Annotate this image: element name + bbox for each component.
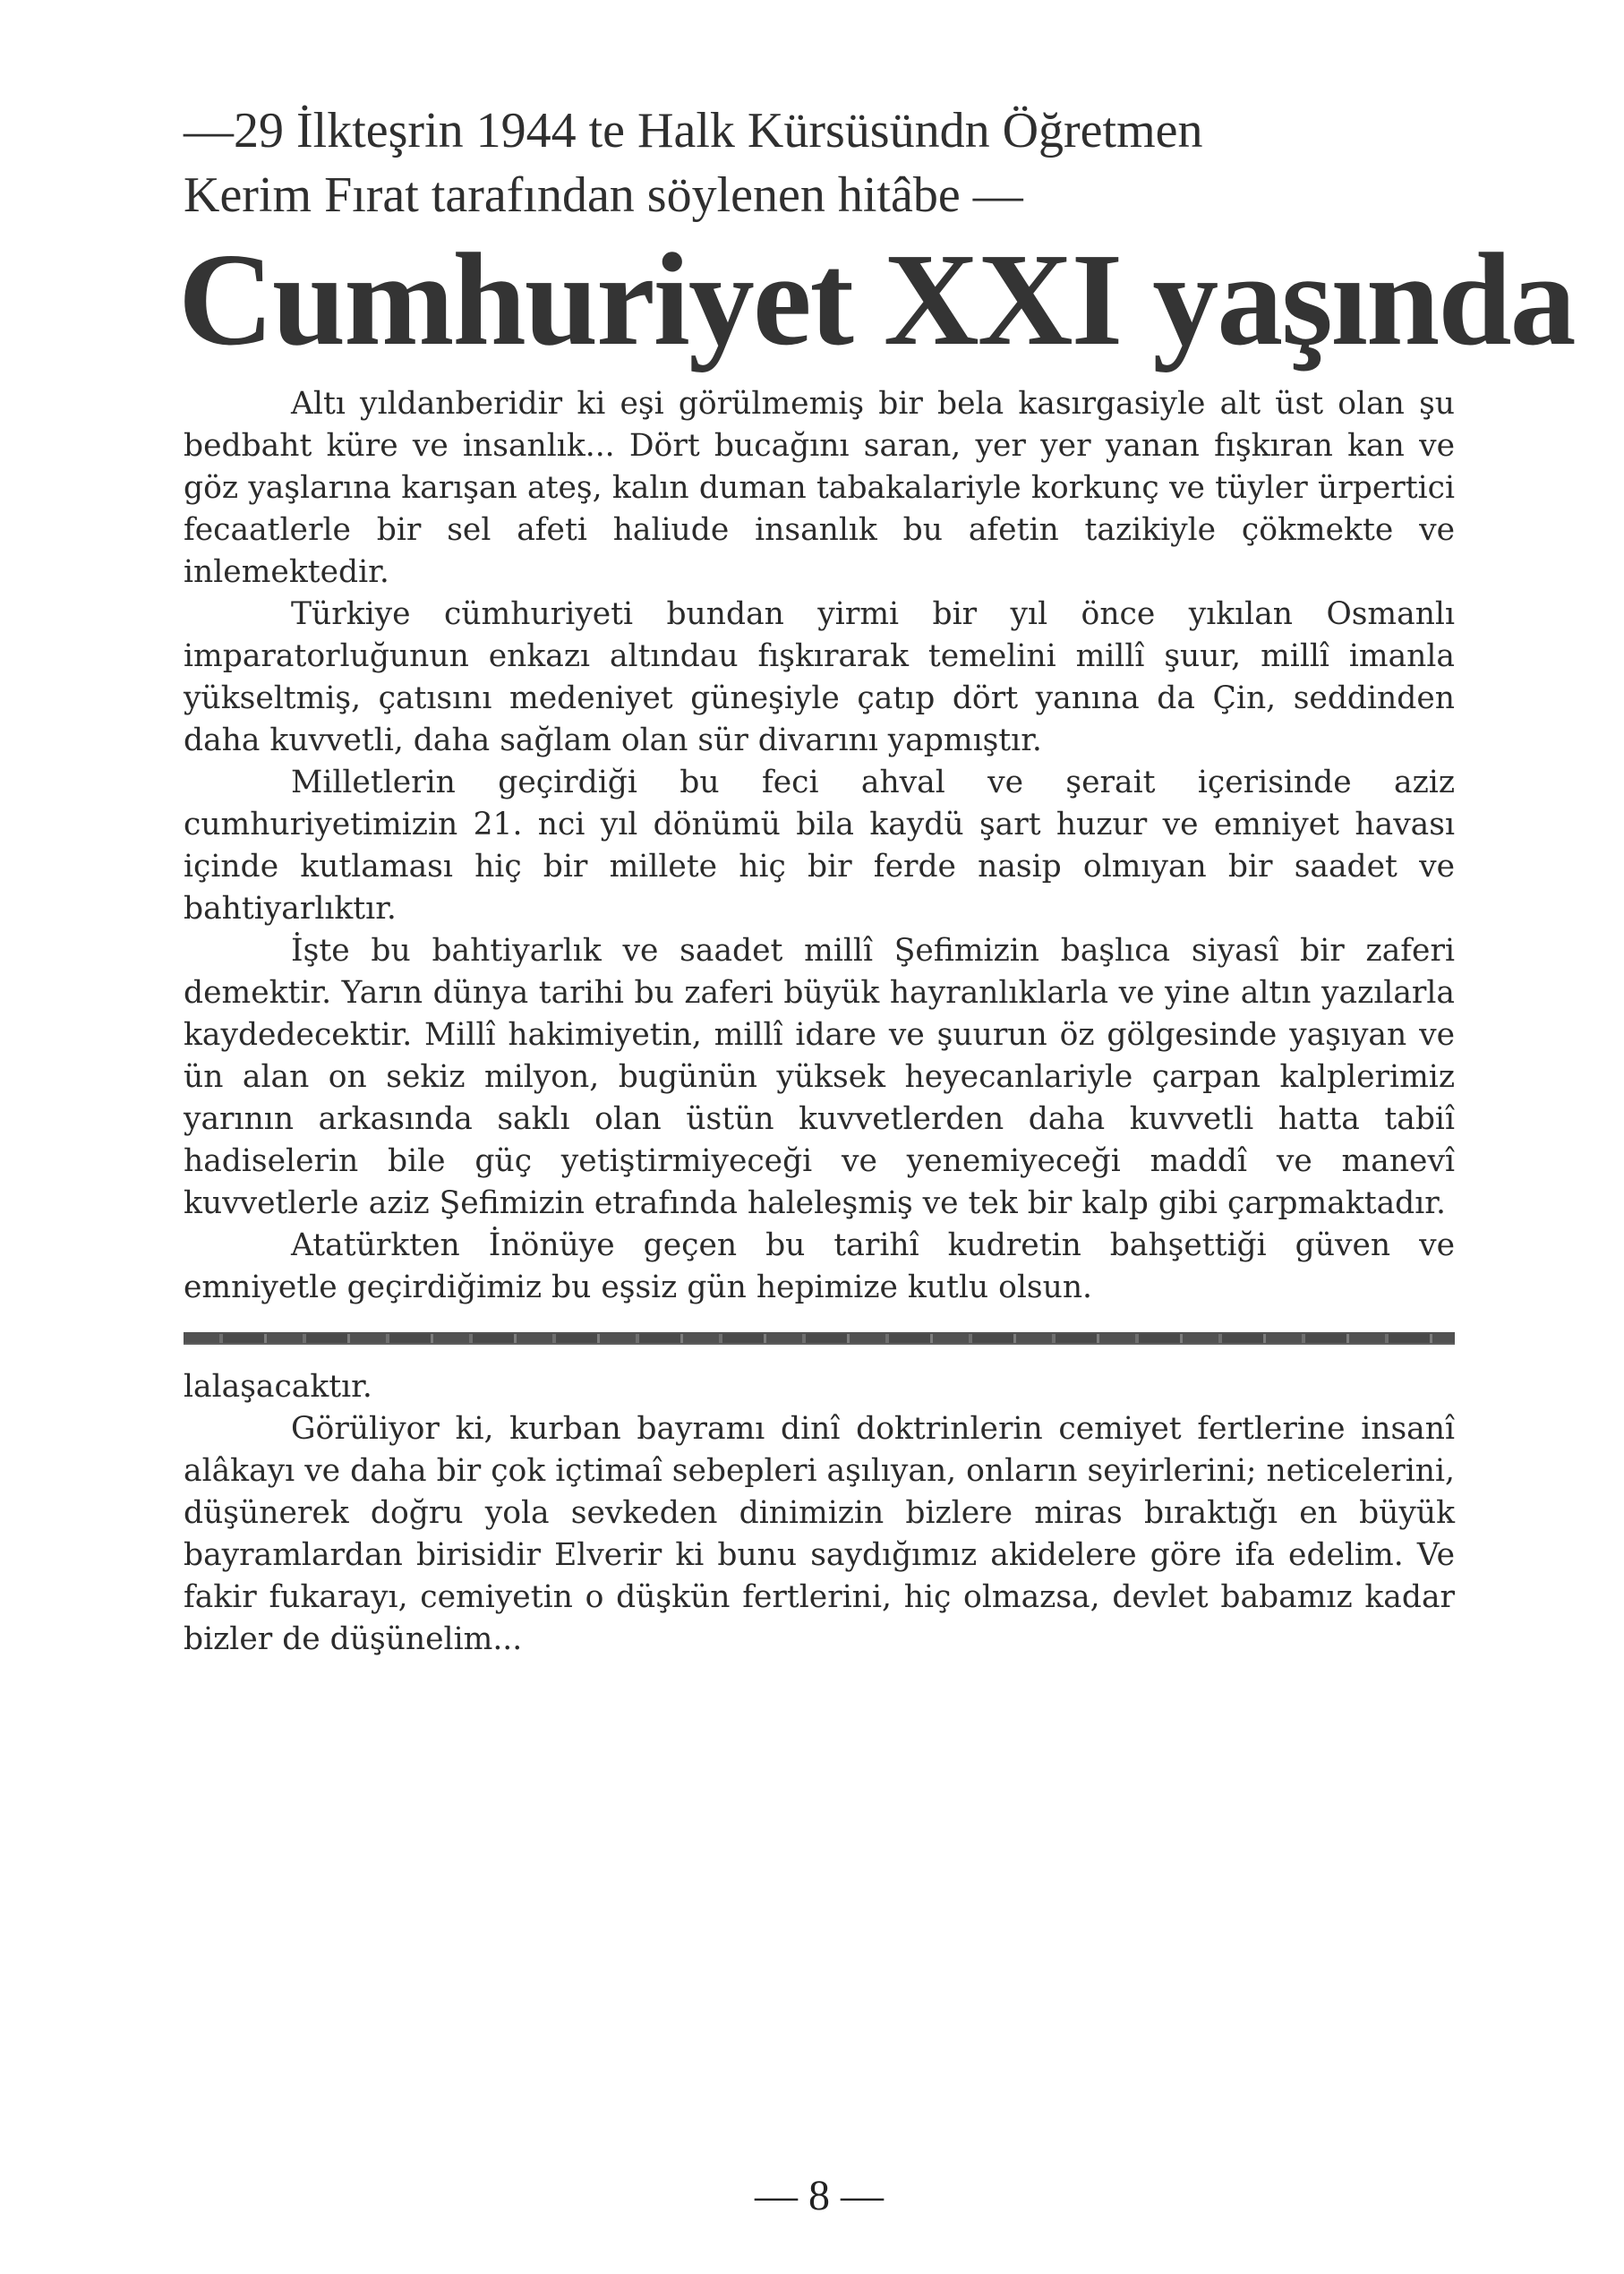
intro-line-1: —29 İlkteşrin 1944 te Halk Kürsüsündn Öğretmen — [184, 103, 1203, 158]
continuation-body — [184, 1366, 1455, 1661]
page-number: — 8 — — [755, 2172, 884, 2219]
paragraph-4: İşte bu bahtiyarlık ve saadet millî Şefimizin başlıca siyasî bir zaferi demektir. Yarın dünya tarihi bu zaferi büyük hayranlıklarla ve yine altın yazılarla kaydedecektir. Millî hakimiyetin, millî idare ve şuurun öz gölgesinde yaşıyan ve ün alan on sekiz milyon, bugünün yüksek heyecanlariyle çarpan kalplerimiz yarının arkasında saklı olan üstün kuvvetlerden daha kuvvetli hatta tabiî hadiselerin bile güç yetiştirmiyeceği ve yenemiyeceği maddî ve manevî kuvvetlerle aziz Şefimizin etrafında haleleşmiş ve tek bir kalp gibi çarpmaktadır. — [184, 933, 1455, 1221]
paragraph-1: Altı yıldanberidir ki eşi görülmemiş bir bela kasırgasiyle alt üst olan şu bedbaht küre ve insanlık... Dört bucağını saran, yer yer yanan fışkıran kan ve göz yaşlarına karışan ateş, kalın duman tabakalariyle korkunç ve tüyler ürpertici fecaatlerle bir sel afeti haliude insanlık bu afetin tazikiyle çökmekte ve inlemektedir. — [184, 386, 1455, 590]
continuation-lead: lalaşacaktır. — [184, 1369, 372, 1405]
article-body — [184, 383, 1455, 1309]
intro-line-2: Kerim Fırat tarafından söylenen hitâbe — — [184, 167, 1023, 223]
paragraph-5: Atatürkten İnönüye geçen bu tarihî kudretin bahşettiği güven ve emniyetle geçirdiğimiz bu eşsiz gün hepimize kutlu olsun. — [184, 1227, 1455, 1305]
paragraph-3: Milletlerin geçirdiği bu feci ahval ve şerait içerisinde aziz cumhuriyetimizin 21. nci yıl dönümü bila kaydü şart huzur ve emniyet havası içinde kutlaması hiç bir millete hiç bir ferde nasip olmıyan bir saadet ve bahtiyarlıktır. — [184, 765, 1455, 927]
intro-header — [184, 98, 1455, 227]
paragraph-2: Türkiye cümhuriyeti bundan yirmi bir yıl önce yıkılan Osmanlı imparatorluğunun enkazı altındau fışkırarak temelini millî şuur, millî imanla yükseltmiş, çatısını medeniyet güneşiyle çatıp dört yanına da Çin, seddinden daha kuvvetli, daha sağlam olan sür divarını yapmıştır. — [184, 596, 1455, 758]
continuation-paragraph: Görüliyor ki, kurban bayramı dinî doktrinlerin cemiyet fertlerine insanî alâkayı ve daha bir çok içtimaî sebepleri aşılıyan, onların seyirlerini; neticelerini, düşünerek doğru yola sevkeden dinimizin bizlere miras bıraktığı en büyük bayramlardan birisidir Elverir ki bunu saydığımız akidelere göre ifa edelim. Ve fakir fukarayı, cemiyetin o düşkün fertlerini, hiç olmazsa, devlet babamız kadar bizler de düşünelim... — [184, 1411, 1455, 1657]
section-divider — [184, 1332, 1455, 1345]
document-page — [178, 98, 1575, 2238]
article-title: Cumhuriyet XXI yaşında — [178, 227, 1575, 373]
